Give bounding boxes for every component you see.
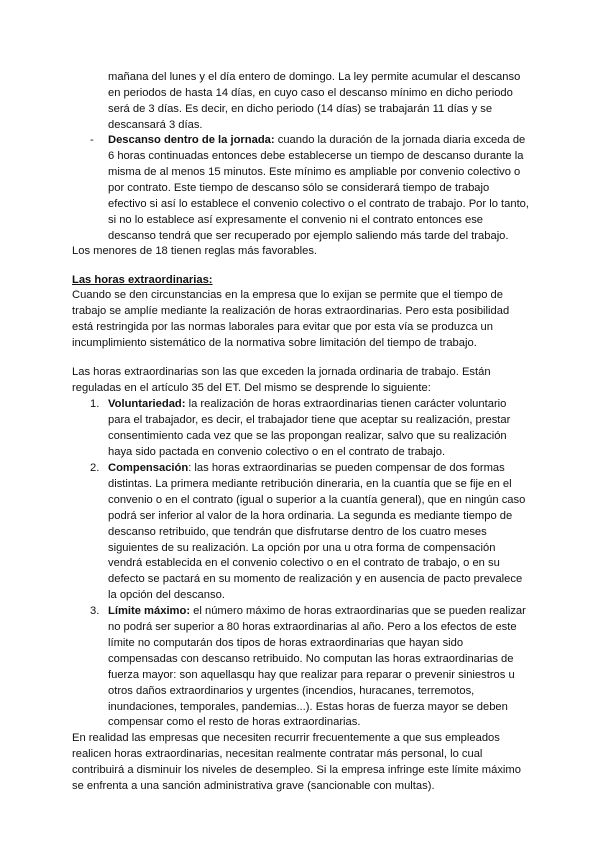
text-line: límite no computarán dos tipos de horas extraordinarias que hayan sido	[108, 636, 464, 649]
item-title: Voluntariedad:	[108, 398, 186, 410]
list-number: 3.	[90, 605, 100, 618]
text-line: haya sido pactada en convenio colectivo o en el contrato de trabajo.	[108, 446, 446, 458]
text-line: defecto se pactará en su momento de realización y en ausencia de pacto prevalece	[108, 573, 523, 586]
text-line: incumplimiento sistemático de la normativa sobre limitación del tiempo de trabajo.	[72, 337, 477, 349]
text-line: 6 horas continuadas entonces debe establecerse un tiempo de descanso durante la	[108, 150, 524, 162]
text-line: distintas. La primera mediante retribución dineraria, en la cuantía que se fije en el	[108, 477, 512, 490]
text-line: Los menores de 18 tienen reglas más favorables.	[72, 245, 318, 257]
item-text: cuando la duración de la jornada diaria exceda de	[274, 134, 526, 146]
list-item-first-line	[108, 460, 505, 476]
list-item-first-line	[108, 132, 525, 148]
text-line: por contrato. Este tiempo de descanso sólo se considerará tiempo de trabajo	[108, 182, 490, 194]
item-text: la realización de horas extraordinarias tienen carácter voluntario	[185, 398, 507, 410]
list-item-first-line	[108, 396, 506, 412]
list-number: 1.	[90, 398, 100, 410]
text-line: compensadas con descanso retribuido. No computan las horas extraordinarias de	[108, 652, 514, 665]
text-line: otros daños extraordinarios y urgentes (incendios, huracanes, terremotos,	[108, 684, 475, 697]
list-marker: -	[90, 134, 94, 146]
text-line: se enfrenta a una sanción administrativa grave (sancionable con multas).	[72, 780, 435, 792]
text-line: en periodos de hasta 14 días, en cuyo caso el descanso mínimo en dicho periodo	[108, 87, 513, 99]
item-text: el número máximo de horas extraordinarias que se pueden realizar	[190, 605, 526, 618]
text-line: podrá ser inferior al valor de la hora ordinaria. La segunda es mediante tiempo de	[108, 509, 513, 522]
item-title: Límite máximo:	[108, 605, 191, 618]
list-item-first-line	[108, 603, 526, 619]
text-line: inundaciones, temporales, pandemias...). Estas horas de fuerza mayor se deben	[108, 700, 508, 713]
text-line: la opción del descanso.	[108, 589, 225, 602]
item-title: Compensación	[108, 462, 189, 474]
text-line: Las horas extraordinarias son las que exceden la jornada ordinaria de trabajo. Están	[72, 366, 491, 378]
text-line: realicen horas extraordinarias, necesitan realmente contratar más personal, lo cual	[72, 748, 483, 761]
text-line: no podrá ser superior a 80 horas extraordinarias al año. Pero a los efectos de este	[108, 621, 517, 633]
text-line: consentimiento cada vez que se las propongan realizar, salvo que su realización	[108, 430, 507, 442]
section-heading: Las horas extraordinarias:	[72, 274, 213, 286]
text-line: descanso tendrá que ser recuperado por ejemplo saliendo más tarde del trabajo.	[108, 230, 509, 242]
text-line: misma de al menos 15 minutos. Este mínimo es ampliable por convenio colectivo o	[108, 166, 521, 178]
text-line: reguladas en el artículo 35 del ET. Del mismo se desprende lo siguiente:	[72, 382, 431, 394]
text-line: compensar como el resto de horas extraordinarias.	[108, 716, 361, 729]
text-line: siguientes de su realización. La opción por una u otra forma de compensación	[108, 541, 496, 554]
list-number: 2.	[90, 462, 100, 474]
text-line: En realidad las empresas que necesiten recurrir frecuentemente a que sus empleados	[72, 732, 500, 745]
text-line: mañana del lunes y el día entero de domingo. La ley permite acumular el descanso	[108, 71, 521, 83]
text-line: contribuirá a disminuir los niveles de desempleo. Si la empresa infringe este límite máximo	[72, 764, 521, 777]
item-text: : las horas extraordinarias se pueden compensar de dos formas	[188, 462, 505, 474]
text-line: trabajo se amplíe mediante la realización de horas extraordinarias. Pero esta posibilidad	[72, 305, 510, 317]
text-line: si no lo establece así expresamente el convenio ni el contrato entonces ese	[108, 214, 484, 226]
text-line: efectivo si así lo establece el convenio colectivo o el contrato de trabajo. Por lo tanto,	[108, 198, 530, 210]
text-line: convenio o en el contrato (igual o superior a la cuantía general), que en ningún caso	[108, 493, 526, 506]
text-line: para el trabajador, es decir, el trabajador tiene que aceptar su realización, prestar	[108, 414, 511, 426]
text-line: fuerza mayor: son aquellasqu hay que realizar para reparar o prevenir siniestros u	[108, 668, 515, 681]
text-line: descanso retribuido, que tendrán que disfrutarse dentro de los cuatro meses	[108, 525, 487, 538]
text-line: está restringida por las normas laborales para evitar que por esta vía se produzca un	[72, 321, 494, 333]
text-line: descansará 3 días.	[108, 119, 203, 131]
item-title: Descanso dentro de la jornada:	[108, 134, 275, 146]
text-line: Cuando se den circunstancias en la empresa que lo exijan se permite que el tiempo de	[72, 289, 503, 301]
text-line: vendrá establecida en el convenio colectivo o en el contrato de trabajo, o en su	[108, 557, 500, 570]
text-line: será de 3 días. Es decir, en dicho periodo (14 días) se trabajarán 11 días y se	[108, 103, 493, 115]
